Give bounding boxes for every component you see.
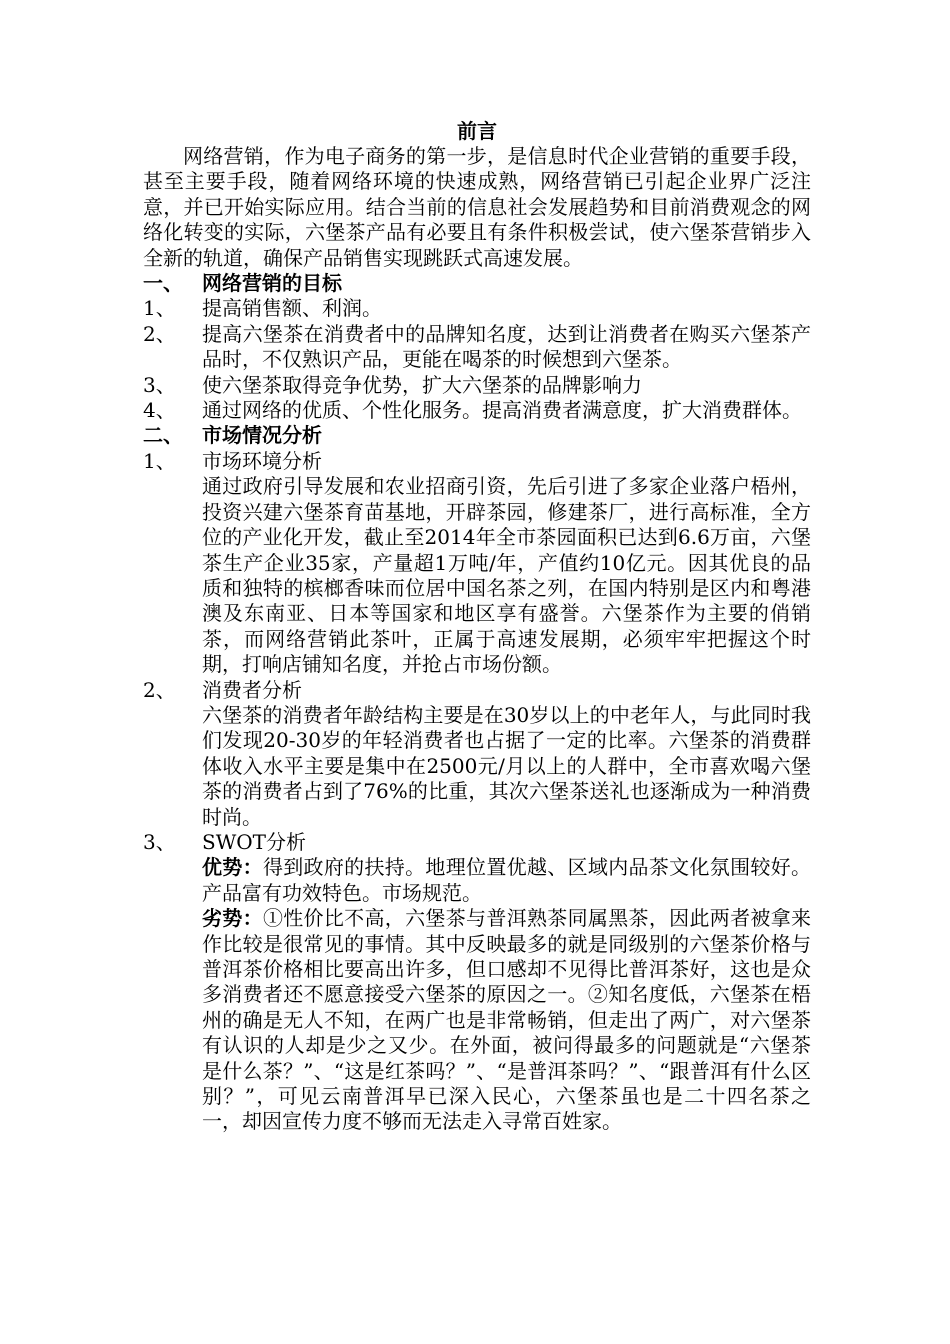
item-number: 4、 <box>143 398 176 423</box>
item-text: 使六堡茶取得竞争优势，扩大六堡茶的品牌影响力 <box>202 372 642 397</box>
item-number: 2、 <box>143 677 176 702</box>
weaknesses-text-2: ②知名度低，六堡茶在梧州的确是无人不知，在两广也是非常畅销，但走出了两广，对六堡茶有认识的人却是少之又少。在外面，被问得最多的问题就是“六堡茶是什么茶？”、“这是红茶吗？”、“是普洱茶吗？”、“跟普洱有什么区别？”，可见云南普洱早已深入民心，六堡茶虽也是二十四名茶之一，却因宣传力度不够而无法走入寻常百姓家。 <box>202 982 812 1134</box>
section-title: 市场情况分析 <box>202 423 322 448</box>
subsection-title: 市场环境分析 <box>202 448 322 473</box>
item-text: 通过网络的优质、个性化服务。提高消费者满意度，扩大消费群体。 <box>202 398 802 423</box>
item-number: 2、 <box>143 321 176 346</box>
item-number: 1、 <box>143 448 176 473</box>
swot-strengths <box>202 855 811 906</box>
strengths-label: 优势： <box>202 855 263 880</box>
swot-weaknesses <box>202 906 811 1135</box>
section-number: 二、 <box>143 423 183 448</box>
weaknesses-text-1: ①性价比不高，六堡茶与普洱熟茶同属黑茶，因此两者被拿来作比较是很常见的事情。其中反映最多的就是同级别的六堡茶价格与普洱茶价格相比要高出许多，但口感却不见得比普洱茶好，这也是众多消费者还不愿意接受六堡茶的原因之一。 <box>202 906 812 1007</box>
list-item <box>143 398 811 423</box>
subsection-title: SWOT分析 <box>202 829 306 854</box>
list-item <box>143 296 811 321</box>
intro-paragraph: 网络营销，作为电子商务的第一步，是信息时代企业营销的重要手段，甚至主要手段，随着网络环境的快速成熟，网络营销已引起企业界广泛注意，并已开始实际应用。结合当前的信息社会发展趋势和目前消费观念的网络化转变的实际，六堡茶产品有必要且有条件积极尝试，使六堡茶营销步入全新的轨道，确保产品销售实现跳跃式高速发展。 <box>143 144 811 270</box>
subsection-consumer-analysis <box>143 678 811 703</box>
strengths-text: 得到政府的扶持。地理位置优越、区域内品茶文化氛围较好。产品富有功效特色。市场规范。 <box>202 855 812 905</box>
list-item <box>143 373 811 398</box>
subsection-market-environment <box>143 449 811 474</box>
market-environment-body: 通过政府引导发展和农业招商引资，先后引进了多家企业落户梧州，投资兴建六堡茶育苗基地，开辟茶园，修建茶厂，进行高标准，全方位的产业化开发，截止至2014年全市茶园面积已达到6.6万亩，六堡茶生产企业35家，产量超1万吨/年，产值约10亿元。因其优良的品质和独特的槟榔香味而位居中国名茶之列，在国内特别是区内和粤港澳及东南亚、日本等国家和地区享有盛誉。六堡茶作为主要的俏销茶，而网络营销此茶叶，正属于高速发展期，必须牢牢把握这个时期，打响店铺知名度，并抢占市场份额。 <box>202 474 811 677</box>
item-number: 3、 <box>143 829 176 854</box>
section-title: 网络营销的目标 <box>202 271 342 296</box>
document-page <box>143 118 811 1135</box>
weaknesses-label: 劣势： <box>202 906 263 931</box>
item-text: 提高六堡茶在消费者中的品牌知名度，达到让消费者在购买六堡茶产品时，不仅熟识产品，更能在喝茶的时候想到六堡茶。 <box>202 321 811 372</box>
list-item <box>143 322 811 373</box>
subsection-swot <box>143 830 811 855</box>
section-heading-goals <box>143 271 811 296</box>
item-number: 1、 <box>143 296 176 321</box>
consumer-analysis-body: 六堡茶的消费者年龄结构主要是在30岁以上的中老年人，与此同时我们发现20-30岁的年轻消费者也占据了一定的比率。六堡茶的消费群体收入水平主要是集中在2500元/月以上的人群中，全市喜欢喝六堡茶的消费者占到了76%的比重，其次六堡茶送礼也逐渐成为一种消费时尚。 <box>202 702 811 829</box>
section-number: 一、 <box>143 271 183 296</box>
item-number: 3、 <box>143 372 176 397</box>
subsection-title: 消费者分析 <box>202 677 302 702</box>
item-text: 提高销售额、利润。 <box>202 296 382 321</box>
page-title: 前言 <box>457 119 497 143</box>
section-heading-market <box>143 423 811 448</box>
